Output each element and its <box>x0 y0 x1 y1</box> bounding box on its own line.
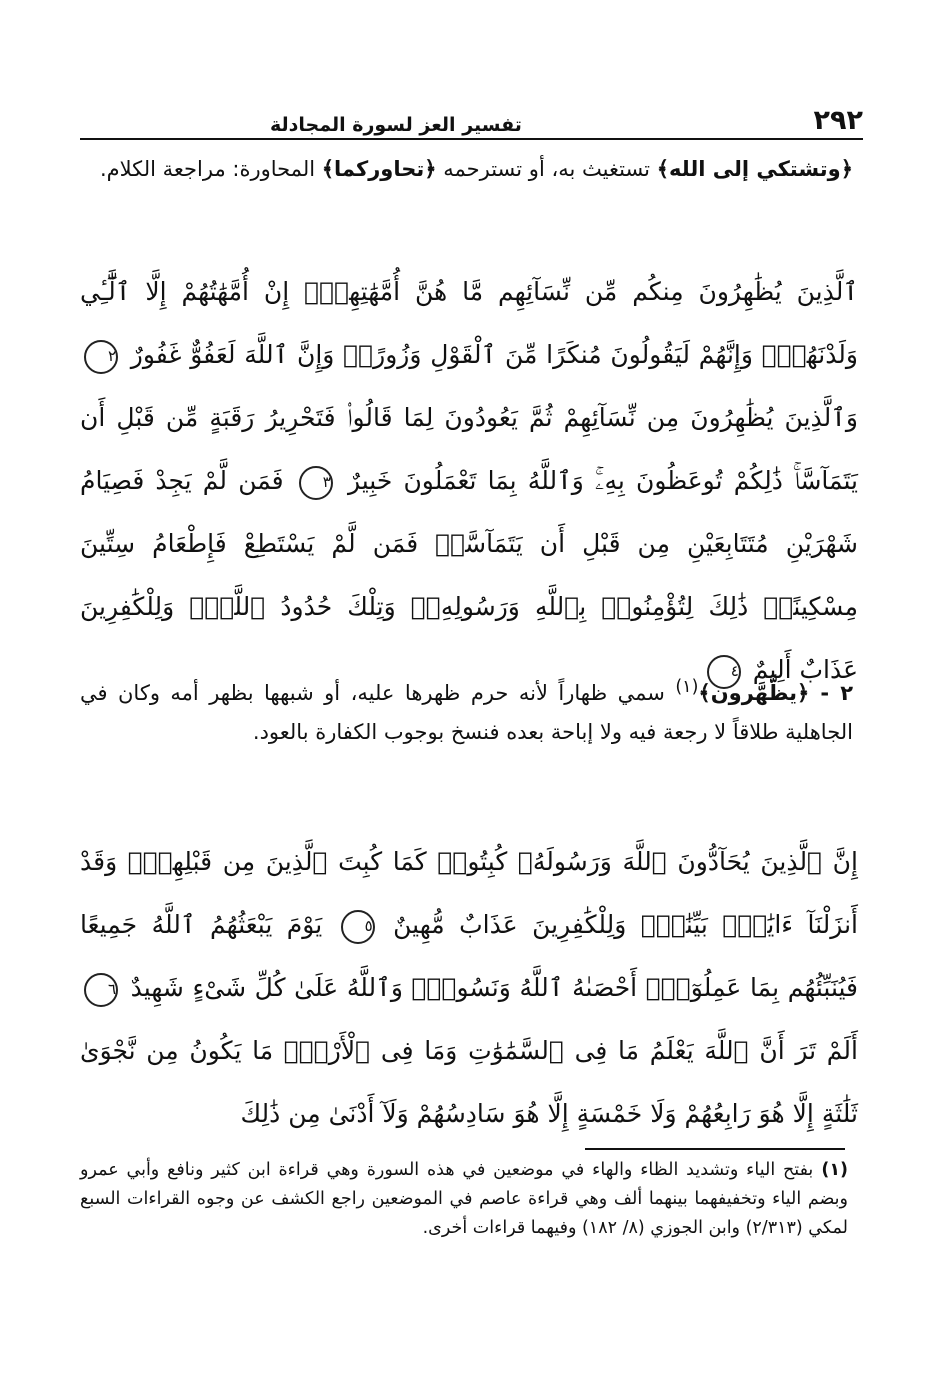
quran-verse-block-2 <box>80 830 858 1145</box>
quoted-term: ﴿تحاوركما﴾ <box>321 157 437 181</box>
ayah-number-marker: ٦ <box>84 973 118 1007</box>
verse-text: يَوْمَ يَبْعَثُهُمُ ٱللَّهُ جَمِيعًا فَيُنَبِّئُهُم بِمَا عَمِلُوٓا۟ۚ أَحْصَىٰهُ ٱللَّهُ وَنَسُوهُۚ وَٱللَّهُ عَلَىٰ كُلِّ شَىْءٍ شَهِيدٌ <box>80 910 858 1002</box>
footnote <box>80 1156 848 1243</box>
footnote-reference: (١) <box>675 677 699 697</box>
ayah-number-marker: ٣ <box>299 466 333 500</box>
commentary-paragraph-2 <box>80 668 853 752</box>
verse-text: ٱلَّذِينَ يُظَٰهِرُونَ مِنكُم مِّن نِّسَآئِهِم مَّا هُنَّ أُمَّهَٰتِهِمْۖ إِنْ أُمَّهَٰتُهُمْ إِلَّا ٱلَّٰٓـِٔي وَلَدْنَهُمْۚ وَإِنَّهُمْ لَيَقُولُونَ مُنكَرًا مِّنَ ٱلْقَوْلِ وَزُورًاۚ وَإِنَّ ٱللَّهَ لَعَفُوٌّ غَفُورٌ <box>80 277 859 369</box>
gloss-text: تستغيث به، أو تسترحمه <box>436 157 657 181</box>
verse-text: أَلَمْ تَرَ أَنَّ ٱللَّهَ يَعْلَمُ مَا فِى ٱلسَّمَٰوَٰتِ وَمَا فِى ٱلْأَرْضِۖ مَا يَكُونُ مِن نَّجْوَىٰ ثَلَٰثَةٍ إِلَّا هُوَ رَابِعُهُمْ وَلَا خَمْسَةٍ إِلَّا هُوَ سَادِسُهُمْ وَلَآ أَدْنَىٰ مِن ذَٰلِكَ <box>80 1036 858 1128</box>
verse-text: وَٱلَّذِينَ يُظَٰهِرُونَ مِن نِّسَآئِهِمْ ثُمَّ يَعُودُونَ لِمَا قَالُوا۟ فَتَحْرِيرُ رَقَبَةٍ مِّن قَبْلِ أَن يَتَمَآسَّاۚ ذَٰلِكُمْ تُوعَظُونَ بِهِۦۚ وَٱللَّهُ بِمَا تَعْمَلُونَ خَبِيرٌ <box>80 403 858 495</box>
verse-text: فَمَن لَّمْ يَجِدْ فَصِيَامُ شَهْرَيْنِ مُتَتَابِعَيْنِ مِن قَبْلِ أَن يَتَمَآسَّاۖ فَمَن لَّمْ يَسْتَطِعْ فَإِطْعَامُ سِتِّينَ مِسْكِينًاۚ ذَٰلِكَ لِتُؤْمِنُوا۟ بِٱللَّهِ وَرَسُولِهِۦۚ وَتِلْكَ حُدُودُ ٱللَّهِۗ وَلِلْكَٰفِرِينَ عَذَابٌ أَلِيمٌ <box>80 466 858 684</box>
quoted-term: ﴿وتشتكي إلى الله﴾ <box>656 157 853 181</box>
page-number: ٢٩٢ <box>813 105 863 136</box>
page-header <box>80 96 863 136</box>
footnote-rule <box>585 1148 845 1150</box>
ayah-number-marker: ٢ <box>84 340 118 374</box>
commentary-paragraph-1 <box>80 150 853 189</box>
ayah-number-marker: ٥ <box>341 910 375 944</box>
verse-text: إِنَّ ٱلَّذِينَ يُحَآدُّونَ ٱللَّهَ وَرَسُولَهُۥ كُبِتُوا۟ كَمَا كُبِتَ ٱلَّذِينَ مِن قَبْلِهِمْۚ وَقَدْ أَنزَلْنَآ ءَايَٰتٍۭ بَيِّنَٰتٍۚ وَلِلْكَٰفِرِينَ عَذَابٌ مُّهِينٌ <box>80 847 858 939</box>
running-title: تفسير العز لسورة المجادلة <box>270 114 522 136</box>
footnote-marker: (١) <box>821 1160 848 1180</box>
footnote-text: بفتح الياء وتشديد الظاء والهاء في موضعين في هذه السورة وهي قراءة ابن كثير ونافع وأبي عمرو وبضم الياء وتخفيفهما بينهما ألف وهي قراءة عاصم في الموضعين راجع الكشف عن وجوه القراءات السبع لمكي (٢/٣١٣) وابن الجوزي (٨/ ١٨٢) وفيهما قراءات أخرى. <box>80 1160 848 1238</box>
header-rule <box>80 138 863 140</box>
item-number: ٢ - <box>809 681 854 705</box>
gloss-text: سمي ظهاراً لأنه حرم ظهرها عليه، أو شبهها بظهر أمه وكان في الجاهلية طلاقاً لا رجعة فيه ولا إباحة بعده فنسخ بوجوب الكفارة بالعود. <box>80 681 853 744</box>
gloss-text: المحاورة: مراجعة الكلام. <box>99 157 322 181</box>
ayah-number-marker: ٤ <box>707 655 741 689</box>
quran-verse-block-1 <box>80 260 858 701</box>
quoted-term: ﴿يظَّهَّرون﴾ <box>698 681 810 705</box>
